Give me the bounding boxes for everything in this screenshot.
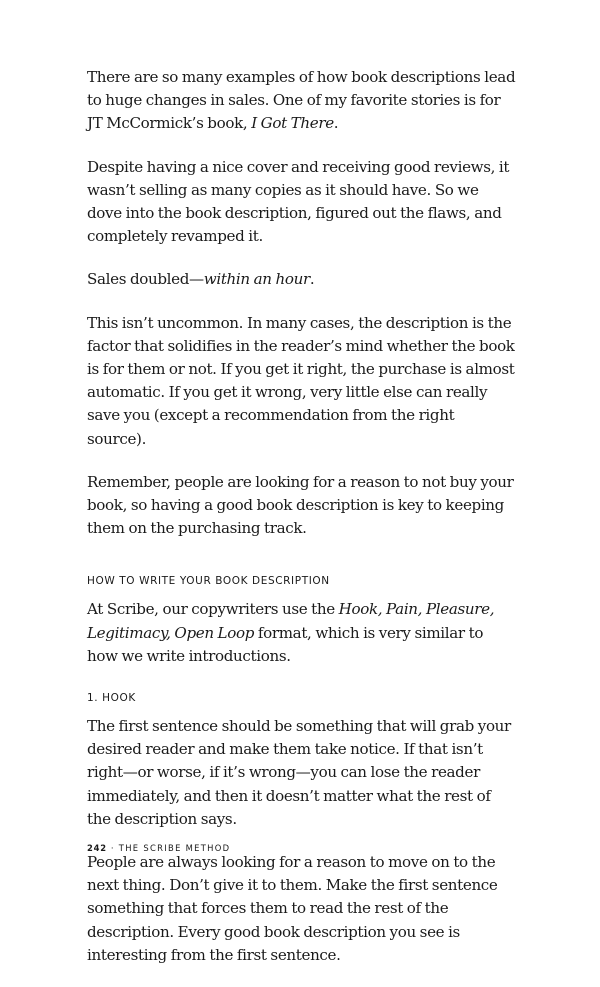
page-number: 242 [87,843,107,853]
paragraph-text: At Scribe, our copywriters use the [87,600,339,619]
paragraph-remember: Remember, people are looking for a reason to not buy your book, so having a good book description is key to keeping them on the purchasing track. [87,472,514,538]
footer-separator: · [110,843,115,853]
paragraph-move-on: People are always looking for a reason to move on to the next thing. Don’t give it to them. Make the first sentence something that forces them to read the rest of the description. Every good book description you see is interesting from the first sentence. [87,853,498,964]
page-footer [87,843,230,853]
format-name-italic: Hook, Pain, Pleasure, Legitimacy, Open Loop [87,600,495,642]
paragraph-text: Sales doubled— [87,270,204,289]
book-title-italic: I Got There [251,114,334,133]
paragraph-text: There are so many examples of how book descriptions lead to huge changes in sales. One of my favorite stories is for JT McCormick’s book, [87,68,516,133]
paragraph-format [87,598,517,668]
paragraph-sales-examples [87,66,517,136]
emphasis-text: within an hour [203,270,310,289]
paragraph-revamp: Despite having a nice cover and receiving good reviews, it wasn’t selling as many copies as it should have. So we dove into the book description, figured out the flaws, and completely revamped it. [87,157,510,246]
paragraph-text: . [309,270,315,289]
paragraph-sales-doubled [87,268,517,291]
paragraph-first-sentence: The first sentence should be something that will grab your desired reader and make them take notice. If that isn’t right—or worse, if it’s wrong—you can lose the reader immediately, and then it doesn’t matter what the rest of the description says. [87,717,511,828]
paragraph-text: . [333,114,339,133]
subsection-heading-hook: 1. HOOK [87,692,136,705]
paragraph-text: format, which is very similar to how we write introductions. [87,623,484,665]
section-heading: HOW TO WRITE YOUR BOOK DESCRIPTION [87,575,330,588]
paragraph-not-uncommon: This isn’t uncommon. In many cases, the description is the factor that solidifies in the reader’s mind whether the book is for them or not. If you get it right, the purchase is almost automatic. If you get it wrong, very little else can really save you (except a recommendation from the right source). [87,313,515,448]
running-book-title: THE SCRIBE METHOD [118,843,231,853]
